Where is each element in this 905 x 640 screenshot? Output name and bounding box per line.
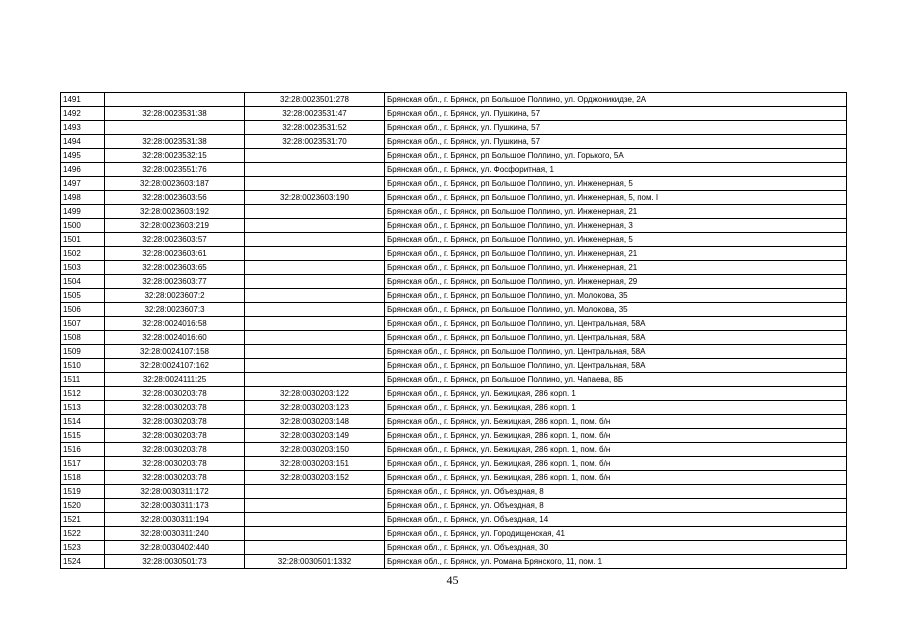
object-cadastral-number-cell: 32:28:0030203:149 — [245, 429, 385, 443]
address-cell: Брянская обл., г. Брянск, ул. Бежицкая, 286 корп. 1 — [385, 387, 847, 401]
object-cadastral-number-cell — [245, 527, 385, 541]
table-row — [61, 121, 847, 135]
table-row — [61, 485, 847, 499]
address-cell: Брянская обл., г. Брянск, рп Большое Полпино, ул. Инженерная, 21 — [385, 261, 847, 275]
object-cadastral-number-cell: 32:28:0030203:122 — [245, 387, 385, 401]
object-cadastral-number-cell: 32:28:0023501:278 — [245, 93, 385, 107]
table-row — [61, 261, 847, 275]
table-row — [61, 149, 847, 163]
object-cadastral-number-cell — [245, 359, 385, 373]
registry-table — [60, 92, 847, 569]
address-cell: Брянская обл., г. Брянск, рп Большое Полпино, ул. Инженерная, 21 — [385, 205, 847, 219]
land-cadastral-number-cell: 32:28:0023607:3 — [105, 303, 245, 317]
row-number-cell: 1496 — [61, 163, 105, 177]
land-cadastral-number-cell: 32:28:0024016:60 — [105, 331, 245, 345]
row-number-cell: 1507 — [61, 317, 105, 331]
row-number-cell: 1513 — [61, 401, 105, 415]
object-cadastral-number-cell — [245, 317, 385, 331]
object-cadastral-number-cell: 32:28:0030203:150 — [245, 443, 385, 457]
row-number-cell: 1505 — [61, 289, 105, 303]
table-row — [61, 513, 847, 527]
land-cadastral-number-cell: 32:28:0030203:78 — [105, 415, 245, 429]
row-number-cell: 1499 — [61, 205, 105, 219]
land-cadastral-number-cell: 32:28:0030203:78 — [105, 401, 245, 415]
table-row — [61, 415, 847, 429]
address-cell: Брянская обл., г. Брянск, рп Большое Полпино, ул. Инженерная, 3 — [385, 219, 847, 233]
object-cadastral-number-cell — [245, 177, 385, 191]
object-cadastral-number-cell: 32:28:0023531:70 — [245, 135, 385, 149]
address-cell: Брянская обл., г. Брянск, ул. Романа Брянского, 11, пом. 1 — [385, 555, 847, 569]
land-cadastral-number-cell: 32:28:0023603:77 — [105, 275, 245, 289]
table-row — [61, 93, 847, 107]
object-cadastral-number-cell — [245, 219, 385, 233]
land-cadastral-number-cell: 32:28:0023603:61 — [105, 247, 245, 261]
land-cadastral-number-cell: 32:28:0023603:187 — [105, 177, 245, 191]
address-cell: Брянская обл., г. Брянск, рп Большое Полпино, ул. Центральная, 58А — [385, 331, 847, 345]
row-number-cell: 1491 — [61, 93, 105, 107]
row-number-cell: 1522 — [61, 527, 105, 541]
row-number-cell: 1500 — [61, 219, 105, 233]
land-cadastral-number-cell: 32:28:0023603:57 — [105, 233, 245, 247]
table-row — [61, 527, 847, 541]
object-cadastral-number-cell — [245, 541, 385, 555]
object-cadastral-number-cell: 32:28:0030501:1332 — [245, 555, 385, 569]
land-cadastral-number-cell: 32:28:0030203:78 — [105, 387, 245, 401]
address-cell: Брянская обл., г. Брянск, рп Большое Полпино, ул. Горького, 5А — [385, 149, 847, 163]
object-cadastral-number-cell — [245, 247, 385, 261]
row-number-cell: 1514 — [61, 415, 105, 429]
land-cadastral-number-cell: 32:28:0030501:73 — [105, 555, 245, 569]
row-number-cell: 1523 — [61, 541, 105, 555]
land-cadastral-number-cell: 32:28:0024016:58 — [105, 317, 245, 331]
address-cell: Брянская обл., г. Брянск, рп Большое Полпино, ул. Орджоникидзе, 2А — [385, 93, 847, 107]
object-cadastral-number-cell — [245, 373, 385, 387]
object-cadastral-number-cell — [245, 261, 385, 275]
address-cell: Брянская обл., г. Брянск, рп Большое Полпино, ул. Чапаева, 8Б — [385, 373, 847, 387]
land-cadastral-number-cell: 32:28:0030203:78 — [105, 471, 245, 485]
object-cadastral-number-cell — [245, 163, 385, 177]
table-row — [61, 401, 847, 415]
row-number-cell: 1492 — [61, 107, 105, 121]
address-cell: Брянская обл., г. Брянск, ул. Бежицкая, 286 корп. 1, пом. б/н — [385, 429, 847, 443]
address-cell: Брянская обл., г. Брянск, ул. Объездная, 30 — [385, 541, 847, 555]
table-row — [61, 219, 847, 233]
object-cadastral-number-cell — [245, 513, 385, 527]
row-number-cell: 1524 — [61, 555, 105, 569]
row-number-cell: 1494 — [61, 135, 105, 149]
address-cell: Брянская обл., г. Брянск, рп Большое Полпино, ул. Молокова, 35 — [385, 303, 847, 317]
address-cell: Брянская обл., г. Брянск, ул. Объездная, 8 — [385, 499, 847, 513]
address-cell: Брянская обл., г. Брянск, ул. Бежицкая, 286 корп. 1 — [385, 401, 847, 415]
table-row — [61, 457, 847, 471]
land-cadastral-number-cell: 32:28:0030311:194 — [105, 513, 245, 527]
land-cadastral-number-cell: 32:28:0023607:2 — [105, 289, 245, 303]
table-row — [61, 275, 847, 289]
table-row — [61, 247, 847, 261]
address-cell: Брянская обл., г. Брянск, рп Большое Полпино, ул. Инженерная, 5 — [385, 177, 847, 191]
table-row — [61, 387, 847, 401]
row-number-cell: 1508 — [61, 331, 105, 345]
object-cadastral-number-cell — [245, 345, 385, 359]
registry-table-body — [61, 93, 847, 569]
address-cell: Брянская обл., г. Брянск, рп Большое Полпино, ул. Инженерная, 29 — [385, 275, 847, 289]
land-cadastral-number-cell: 32:28:0030203:78 — [105, 457, 245, 471]
row-number-cell: 1517 — [61, 457, 105, 471]
address-cell: Брянская обл., г. Брянск, ул. Пушкина, 57 — [385, 121, 847, 135]
address-cell: Брянская обл., г. Брянск, рп Большое Полпино, ул. Молокова, 35 — [385, 289, 847, 303]
object-cadastral-number-cell: 32:28:0023531:52 — [245, 121, 385, 135]
address-cell: Брянская обл., г. Брянск, рп Большое Полпино, ул. Инженерная, 5 — [385, 233, 847, 247]
object-cadastral-number-cell — [245, 485, 385, 499]
address-cell: Брянская обл., г. Брянск, рп Большое Полпино, ул. Центральная, 58А — [385, 359, 847, 373]
land-cadastral-number-cell: 32:28:0023531:38 — [105, 135, 245, 149]
table-row — [61, 289, 847, 303]
object-cadastral-number-cell — [245, 233, 385, 247]
table-row — [61, 555, 847, 569]
object-cadastral-number-cell — [245, 289, 385, 303]
object-cadastral-number-cell: 32:28:0023603:190 — [245, 191, 385, 205]
land-cadastral-number-cell: 32:28:0023531:38 — [105, 107, 245, 121]
table-row — [61, 163, 847, 177]
table-row — [61, 471, 847, 485]
address-cell: Брянская обл., г. Брянск, ул. Фосфоритная, 1 — [385, 163, 847, 177]
table-row — [61, 303, 847, 317]
row-number-cell: 1504 — [61, 275, 105, 289]
object-cadastral-number-cell — [245, 275, 385, 289]
row-number-cell: 1493 — [61, 121, 105, 135]
land-cadastral-number-cell: 32:28:0030311:240 — [105, 527, 245, 541]
land-cadastral-number-cell: 32:28:0023532:15 — [105, 149, 245, 163]
table-row — [61, 373, 847, 387]
row-number-cell: 1512 — [61, 387, 105, 401]
row-number-cell: 1502 — [61, 247, 105, 261]
object-cadastral-number-cell: 32:28:0023531:47 — [245, 107, 385, 121]
object-cadastral-number-cell — [245, 149, 385, 163]
address-cell: Брянская обл., г. Брянск, ул. Городищенская, 41 — [385, 527, 847, 541]
object-cadastral-number-cell: 32:28:0030203:123 — [245, 401, 385, 415]
table-row — [61, 107, 847, 121]
land-cadastral-number-cell: 32:28:0024107:162 — [105, 359, 245, 373]
row-number-cell: 1516 — [61, 443, 105, 457]
address-cell: Брянская обл., г. Брянск, рп Большое Полпино, ул. Центральная, 58А — [385, 345, 847, 359]
land-cadastral-number-cell: 32:28:0030311:172 — [105, 485, 245, 499]
land-cadastral-number-cell: 32:28:0023603:219 — [105, 219, 245, 233]
table-row — [61, 499, 847, 513]
row-number-cell: 1511 — [61, 373, 105, 387]
object-cadastral-number-cell — [245, 303, 385, 317]
row-number-cell: 1509 — [61, 345, 105, 359]
address-cell: Брянская обл., г. Брянск, ул. Пушкина, 57 — [385, 135, 847, 149]
land-cadastral-number-cell: 32:28:0030203:78 — [105, 429, 245, 443]
address-cell: Брянская обл., г. Брянск, ул. Бежицкая, 286 корп. 1, пом. б/н — [385, 457, 847, 471]
address-cell: Брянская обл., г. Брянск, ул. Пушкина, 57 — [385, 107, 847, 121]
address-cell: Брянская обл., г. Брянск, рп Большое Полпино, ул. Инженерная, 21 — [385, 247, 847, 261]
table-row — [61, 317, 847, 331]
row-number-cell: 1515 — [61, 429, 105, 443]
row-number-cell: 1519 — [61, 485, 105, 499]
land-cadastral-number-cell: 32:28:0023551:76 — [105, 163, 245, 177]
land-cadastral-number-cell: 32:28:0030402:440 — [105, 541, 245, 555]
object-cadastral-number-cell — [245, 205, 385, 219]
address-cell: Брянская обл., г. Брянск, ул. Объездная, 8 — [385, 485, 847, 499]
land-cadastral-number-cell: 32:28:0023603:192 — [105, 205, 245, 219]
object-cadastral-number-cell — [245, 499, 385, 513]
row-number-cell: 1498 — [61, 191, 105, 205]
row-number-cell: 1501 — [61, 233, 105, 247]
table-row — [61, 345, 847, 359]
table-row — [61, 205, 847, 219]
object-cadastral-number-cell — [245, 331, 385, 345]
address-cell: Брянская обл., г. Брянск, рп Большое Полпино, ул. Центральная, 58А — [385, 317, 847, 331]
table-row — [61, 541, 847, 555]
table-row — [61, 429, 847, 443]
row-number-cell: 1521 — [61, 513, 105, 527]
page-number: 45 — [446, 573, 459, 587]
table-row — [61, 331, 847, 345]
address-cell: Брянская обл., г. Брянск, ул. Бежицкая, 286 корп. 1, пом. б/н — [385, 415, 847, 429]
land-cadastral-number-cell: 32:28:0023603:65 — [105, 261, 245, 275]
table-row — [61, 233, 847, 247]
object-cadastral-number-cell: 32:28:0030203:152 — [245, 471, 385, 485]
table-row — [61, 443, 847, 457]
land-cadastral-number-cell: 32:28:0024111:25 — [105, 373, 245, 387]
address-cell: Брянская обл., г. Брянск, рп Большое Полпино, ул. Инженерная, 5, пом. I — [385, 191, 847, 205]
land-cadastral-number-cell: 32:28:0024107:158 — [105, 345, 245, 359]
land-cadastral-number-cell — [105, 121, 245, 135]
table-row — [61, 359, 847, 373]
row-number-cell: 1495 — [61, 149, 105, 163]
address-cell: Брянская обл., г. Брянск, ул. Бежицкая, 286 корп. 1, пом. б/н — [385, 471, 847, 485]
row-number-cell: 1506 — [61, 303, 105, 317]
row-number-cell: 1510 — [61, 359, 105, 373]
land-cadastral-number-cell: 32:28:0030311:173 — [105, 499, 245, 513]
land-cadastral-number-cell: 32:28:0030203:78 — [105, 443, 245, 457]
row-number-cell: 1497 — [61, 177, 105, 191]
address-cell: Брянская обл., г. Брянск, ул. Бежицкая, 286 корп. 1, пом. б/н — [385, 443, 847, 457]
row-number-cell: 1503 — [61, 261, 105, 275]
table-row — [61, 177, 847, 191]
object-cadastral-number-cell: 32:28:0030203:151 — [245, 457, 385, 471]
table-row — [61, 135, 847, 149]
object-cadastral-number-cell: 32:28:0030203:148 — [245, 415, 385, 429]
land-cadastral-number-cell — [105, 93, 245, 107]
land-cadastral-number-cell: 32:28:0023603:56 — [105, 191, 245, 205]
row-number-cell: 1518 — [61, 471, 105, 485]
address-cell: Брянская обл., г. Брянск, ул. Объездная, 14 — [385, 513, 847, 527]
table-row — [61, 191, 847, 205]
row-number-cell: 1520 — [61, 499, 105, 513]
